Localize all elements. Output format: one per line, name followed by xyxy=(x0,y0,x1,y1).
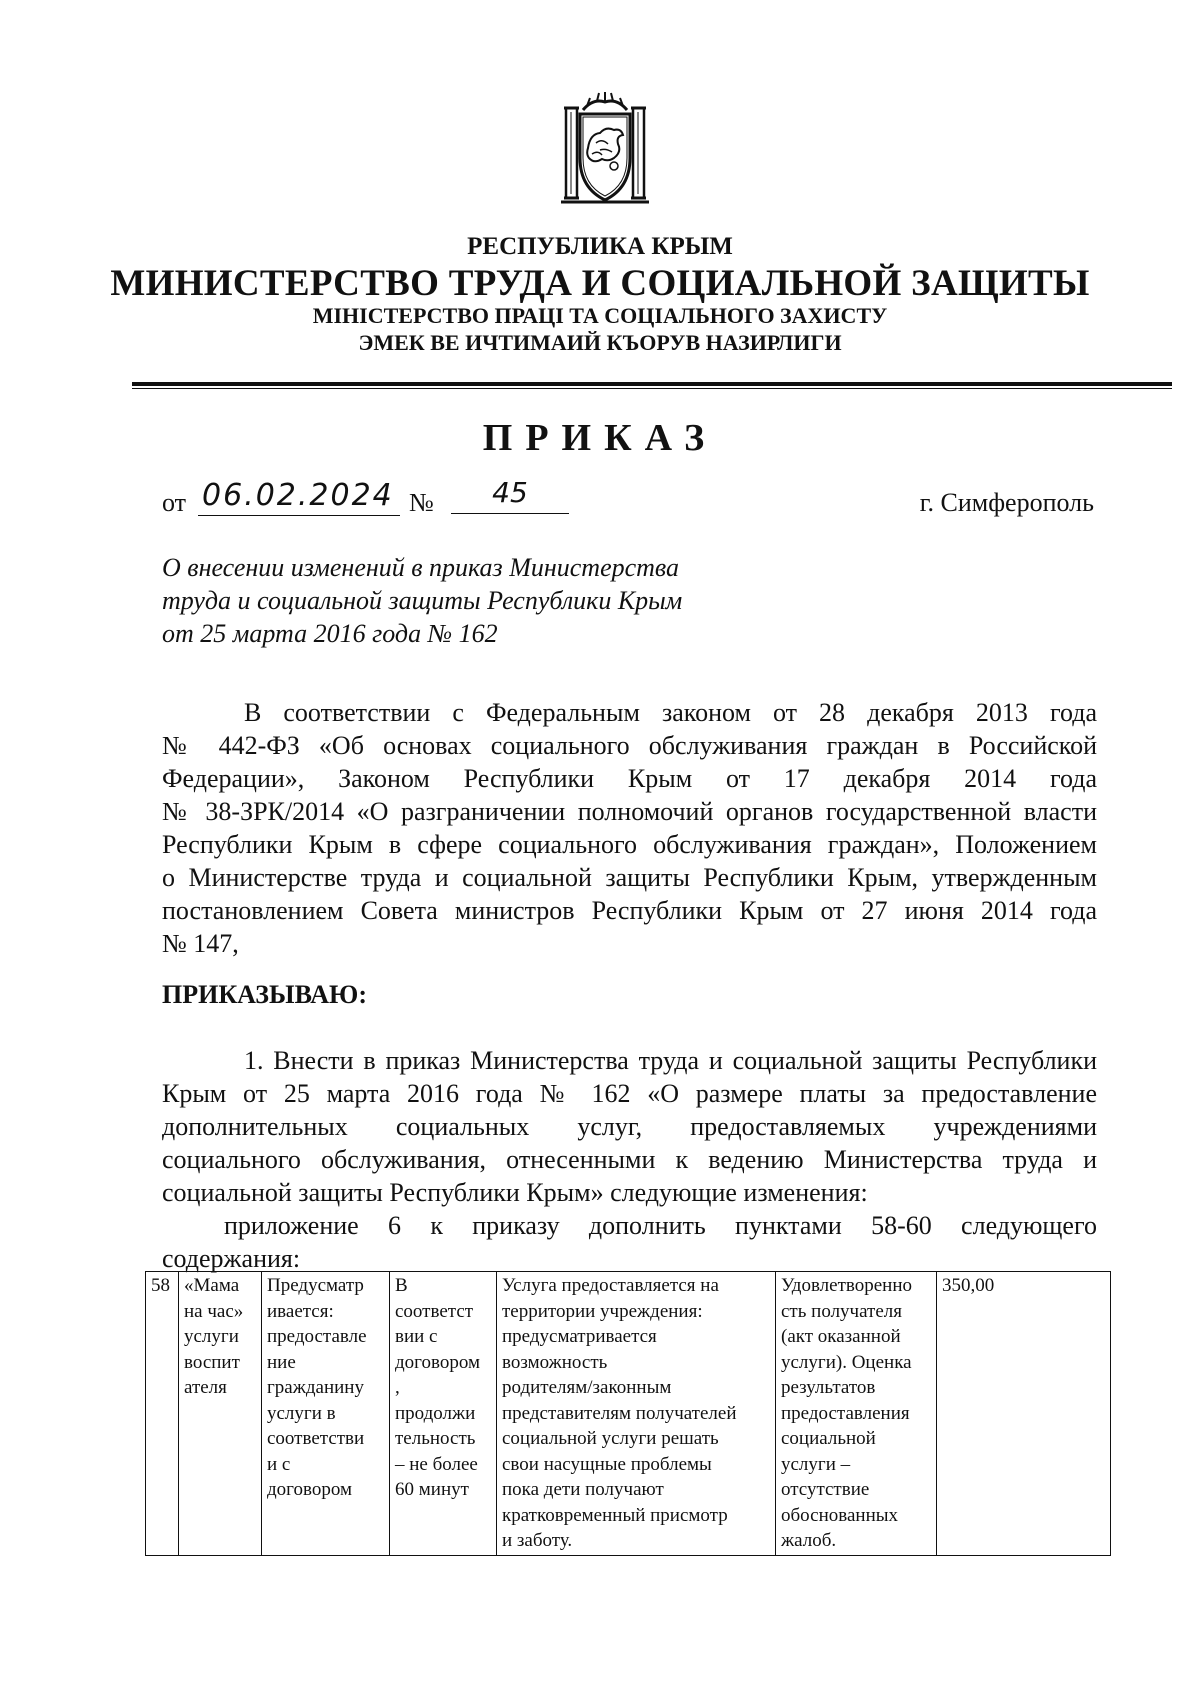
cell-line: территории учреждения: xyxy=(502,1300,703,1322)
cell-line: услуги). Оценка xyxy=(781,1351,912,1373)
cell-line: услуги в xyxy=(267,1402,336,1424)
subject-line: от 25 марта 2016 года № 162 xyxy=(162,619,498,648)
preamble-line: В соответствии с Федеральным законом от 28 декабря 2013 года xyxy=(244,698,1097,727)
preamble-line: № 38-ЗРК/2014 «О разграничении полномочий органов государственной власти xyxy=(162,797,1097,826)
appendix-line: приложение 6 к приказу дополнить пунктами 58-60 следующего xyxy=(224,1211,1097,1240)
preamble-line: № 147, xyxy=(162,929,239,958)
preamble-paragraph xyxy=(162,696,1097,960)
preamble-line: Республики Крым в сфере социального обслуживания граждан», Положением xyxy=(162,830,1097,859)
order-heading: ПРИКАЗЫВАЮ: xyxy=(162,980,367,1009)
service-price-cell xyxy=(937,1272,1111,1556)
cell-line: возможность xyxy=(502,1351,608,1373)
cell-line: и с xyxy=(267,1453,291,1475)
cell-line: услуги xyxy=(184,1326,239,1347)
cell-line: тельность xyxy=(395,1428,476,1449)
header-divider-thick xyxy=(132,382,1172,386)
cell-line: договором xyxy=(267,1479,352,1500)
cell-line: ателя xyxy=(184,1377,227,1398)
cell-line: воспит xyxy=(184,1351,240,1373)
number-label: № xyxy=(409,488,434,517)
order-date: 06.02.2024 xyxy=(198,478,400,516)
item-1-line: Крым от 25 марта 2016 года № 162 «О размере платы за предоставление xyxy=(162,1079,1097,1108)
cell-line: ивается: xyxy=(267,1300,334,1322)
order-subject xyxy=(162,551,682,650)
cell-line: – не более xyxy=(395,1453,478,1475)
item-1-line: дополнительных социальных услуг, предоставляемых учреждениями xyxy=(162,1112,1097,1141)
ministry-heading-crimean-tatar: ЭМЕК ВЕ ИЧТИМАИЙ КЪОРУВ НАЗИРЛИГИ xyxy=(358,330,842,355)
order-number: 45 xyxy=(451,476,569,514)
table-row xyxy=(146,1272,1111,1556)
cell-line: жалоб. xyxy=(781,1530,837,1551)
service-name-cell xyxy=(179,1272,262,1556)
cell-line: предусматривается xyxy=(502,1326,657,1347)
cell-line: вии с xyxy=(395,1326,438,1347)
cell-line: Удовлетворенно xyxy=(781,1275,913,1296)
cell-line: кратковременный присмотр xyxy=(502,1504,728,1526)
cell-line: свои насущные проблемы xyxy=(502,1453,712,1475)
subject-line: О внесении изменений в приказ Министерства xyxy=(162,553,680,582)
item-1-line: 1. Внести в приказ Министерства труда и социальной защиты Республики xyxy=(244,1046,1097,1075)
service-terms-cell xyxy=(390,1272,497,1556)
service-results-cell xyxy=(776,1272,937,1556)
appendix-line: содержания: xyxy=(162,1244,301,1273)
cell-line: гражданину xyxy=(267,1377,364,1398)
services-table xyxy=(145,1271,1111,1556)
row-number-cell xyxy=(146,1272,179,1556)
subject-line: труда и социальной защиты Республики Крым xyxy=(162,586,683,615)
cell-line: В xyxy=(395,1275,408,1296)
ministry-heading-ukrainian: МІНІСТЕРСТВО ПРАЦІ ТА СОЦІАЛЬНОГО ЗАХИСТУ xyxy=(312,303,888,328)
cell-line: обоснованных xyxy=(781,1504,898,1526)
cell-line: Услуга предоставляется на xyxy=(502,1275,719,1296)
cell-line: соответстви xyxy=(267,1428,365,1449)
cell-line: сть получателя xyxy=(781,1300,903,1322)
crimea-coat-of-arms-icon xyxy=(556,88,654,208)
header-divider-thin xyxy=(132,388,1172,389)
cell-line: 60 минут xyxy=(395,1479,469,1500)
cell-line: представителям получателей xyxy=(502,1402,737,1424)
item-1-line: социального обслуживания, отнесенными к ведению Министерства труда и xyxy=(162,1145,1097,1174)
preamble-line: № 442-ФЗ «Об основах социального обслуживания граждан в Российской xyxy=(162,731,1097,760)
cell-line: услуги – xyxy=(781,1453,851,1475)
ministry-heading: МИНИСТЕРСТВО ТРУДА И СОЦИАЛЬНОЙ ЗАЩИТЫ xyxy=(110,263,1090,304)
cell-line: и заботу. xyxy=(502,1530,573,1551)
service-content-cell xyxy=(262,1272,390,1556)
service-price: 350,00 xyxy=(942,1275,995,1296)
cell-line: социальной услуги решать xyxy=(502,1428,719,1449)
preamble-line: Федерации», Законом Республики Крым от 17 декабря 2014 года xyxy=(162,764,1097,793)
cell-line: соответст xyxy=(395,1300,474,1322)
cell-line: предоставления xyxy=(781,1402,910,1424)
cell-line: социальной xyxy=(781,1428,876,1449)
cell-line: родителям/законным xyxy=(502,1377,672,1398)
document-title: ПРИКАЗ xyxy=(482,417,718,459)
cell-line: , xyxy=(395,1377,400,1398)
from-label: от xyxy=(162,488,187,517)
item-1-paragraph xyxy=(162,1044,1097,1209)
item-1-line: социальной защиты Республики Крым» следующие изменения: xyxy=(162,1178,868,1207)
preamble-line: постановлением Совета министров Республики Крым от 27 июня 2014 года xyxy=(162,896,1097,925)
cell-line: (акт оказанной xyxy=(781,1326,901,1347)
cell-line: продолжи xyxy=(395,1402,476,1424)
cell-line: предоставле xyxy=(267,1326,367,1347)
cell-line: результатов xyxy=(781,1377,876,1398)
appendix-paragraph xyxy=(162,1209,1097,1275)
cell-line: на час» xyxy=(184,1300,244,1322)
cell-line: отсутствие xyxy=(781,1479,870,1500)
cell-line: пока дети получают xyxy=(502,1479,664,1500)
row-number: 58 xyxy=(151,1275,170,1296)
republic-heading: РЕСПУБЛИКА КРЫМ xyxy=(467,233,733,260)
cell-line: «Мама xyxy=(184,1275,240,1296)
preamble-line: о Министерстве труда и социальной защиты Республики Крым, утвержденным xyxy=(162,863,1097,892)
cell-line: ние xyxy=(267,1351,296,1373)
city: г. Симферополь xyxy=(919,488,1094,517)
cell-line: Предусматр xyxy=(267,1275,364,1296)
service-conditions-cell xyxy=(497,1272,776,1556)
cell-line: договором xyxy=(395,1351,480,1373)
